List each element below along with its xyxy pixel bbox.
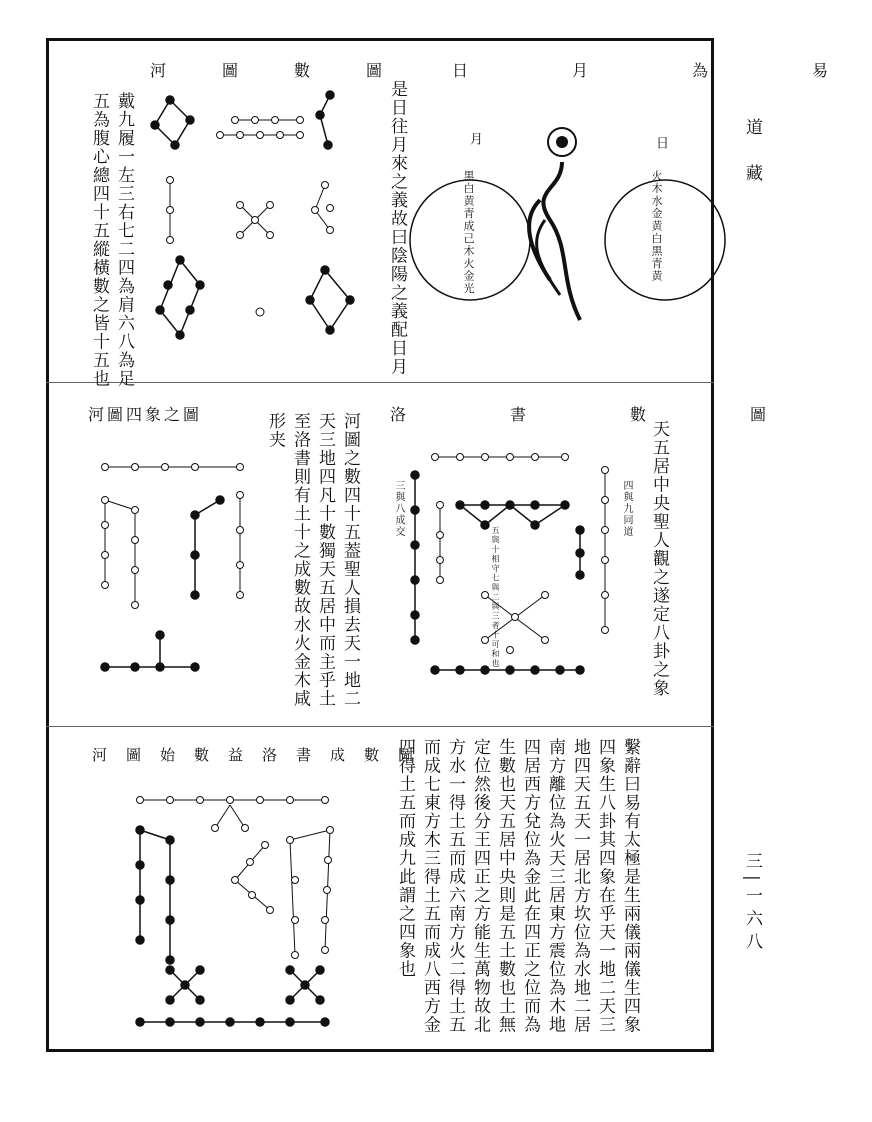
he-tu-shu-text: 戴九履一左三右七二四為肩六八為足 五為腹心總四十五縱橫數之皆十五也 [89,92,134,388]
ri-yue-wei-yi-title: 日 月 為 易 [452,61,872,80]
combined-diagram-title: 河 圖 始 數 益 洛 書 成 數 圖 [92,746,416,764]
book-title-margin: 道 藏 [742,118,762,187]
he-tu-shu-title: 河 圖 數 圖 [150,61,403,80]
he-tu-si-xiang-text: 河圖之數四十五葢聖人損去天一地二 天三地四凡十數獨天五居中而主乎土 至洛書則有土十之成數故水火金木咸 形夹 [265,412,360,708]
ri-yue-text: 是日往月來之義故曰陰陽之義配日月 [387,80,407,376]
sun-label: 日 [653,136,668,151]
sun-circle [605,180,725,300]
xi-ci-text: 繫辭曰易有太極是生兩儀兩儀生四象 四象生八卦其四象在乎天一地二天三 地四天五天一居北方坎位為水地二居 南方離位為火天三居東方震位為木地 四居西方兌位為金此在四正之位而為 生數也天五居中央則是五土數也土無 定位然後分王四正之方能生萬物故北 方水一得土五而成六南方火二得土五 而成七東方木三得土五而成八西方金 四得土五而成九此謂之四象也 [395,738,640,1034]
label-si-yu-jiu: 四與九同道 [621,480,632,538]
combined-diagram [130,790,350,1030]
sun-moon-diagram [410,120,710,360]
wave-stroke-icon [543,162,580,320]
moon-label: 月 [467,132,482,147]
he-tu-shu-diagram [140,80,380,370]
page-number-margin: 三|一六八 [742,852,762,956]
luo-shu-diagram [405,445,625,690]
he-tu-si-xiang-diagram [95,455,255,680]
he-tu-si-xiang-title: 河圖四象之圖 [88,405,203,424]
section-divider-2 [46,726,714,727]
luo-shu-text: 天五居中央聖人觀之遂定八卦之象 [649,420,669,698]
luo-shu-center-note: 五與十相守七與二與三者十可和也 [491,526,500,669]
sun-circle-text: 火木水金黄白黒青黄 [650,170,663,283]
moon-circle-text: 黒白黄青成己木火金光 [462,170,475,295]
luo-shu-shu-title: 洛 書 數 圖 [390,405,811,424]
label-san-yu-ba: 三與八成交 [393,480,404,538]
section-divider-1 [46,382,714,383]
